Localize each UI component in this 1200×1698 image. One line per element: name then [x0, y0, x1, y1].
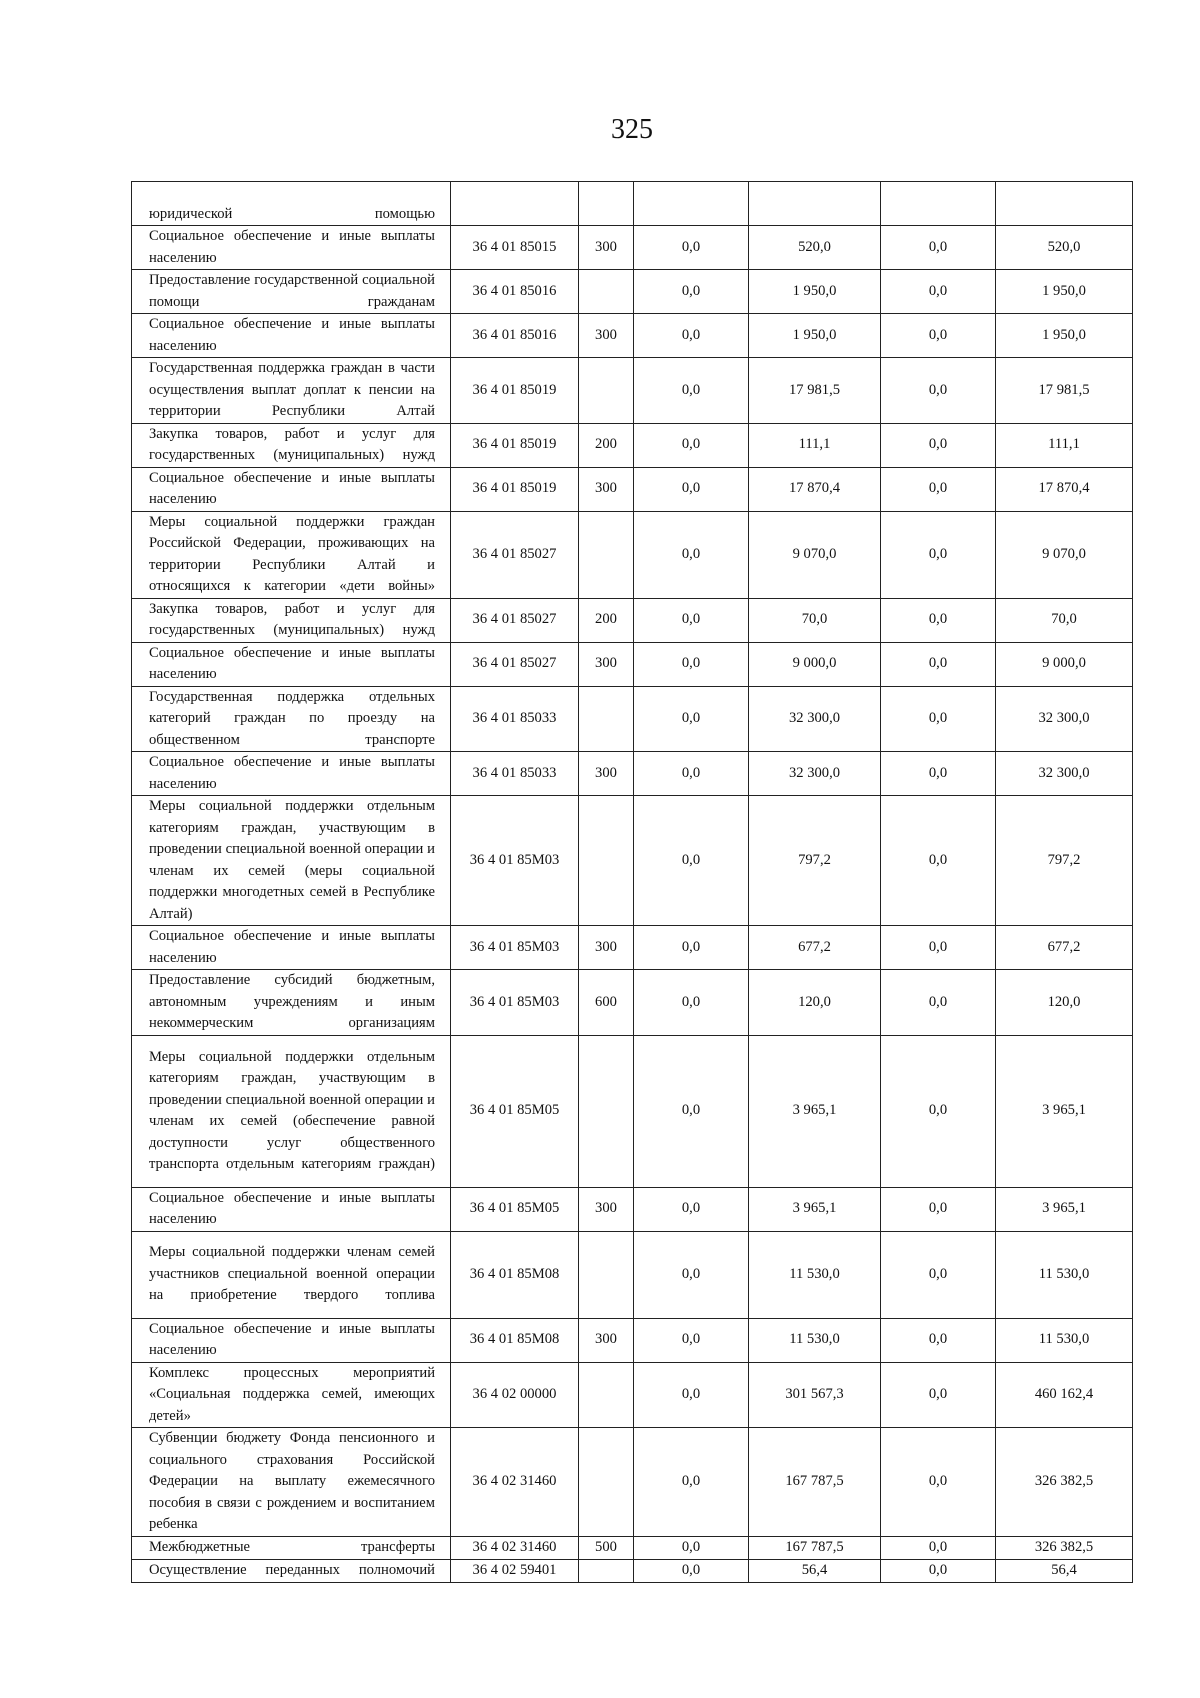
row-value-3-cell: 0,0 [881, 598, 996, 642]
row-name-cell: Социальное обеспечение и иные выплаты населению [132, 467, 451, 511]
row-code-cell: 36 4 01 85027 [451, 511, 579, 598]
row-expense-type-cell: 500 [579, 1537, 634, 1560]
table-row [132, 1559, 1133, 1582]
table-row [132, 511, 1133, 598]
row-value-3-cell: 0,0 [881, 752, 996, 796]
row-code-cell: 36 4 01 85027 [451, 598, 579, 642]
table-row [132, 926, 1133, 970]
row-value-3-cell: 0,0 [881, 226, 996, 270]
row-value-2-cell: 56,4 [749, 1559, 881, 1582]
row-value-1-cell: 0,0 [634, 1537, 749, 1560]
row-value-1-cell: 0,0 [634, 1187, 749, 1231]
row-value-3-cell: 0,0 [881, 270, 996, 314]
row-value-4-cell: 11 530,0 [996, 1231, 1133, 1318]
row-code-cell: 36 4 01 85019 [451, 423, 579, 467]
row-code-cell: 36 4 02 00000 [451, 1362, 579, 1428]
row-value-1-cell: 0,0 [634, 314, 749, 358]
table-row [132, 1318, 1133, 1362]
row-name-cell: Социальное обеспечение и иные выплаты населению [132, 926, 451, 970]
row-expense-type-cell [579, 1362, 634, 1428]
row-expense-type-cell: 300 [579, 1187, 634, 1231]
row-value-4-cell: 17 981,5 [996, 358, 1133, 424]
row-value-4-cell: 1 950,0 [996, 314, 1133, 358]
row-value-2-cell: 1 950,0 [749, 314, 881, 358]
row-value-1-cell: 0,0 [634, 970, 749, 1036]
row-value-4-cell: 520,0 [996, 226, 1133, 270]
row-code-cell: 36 4 01 85016 [451, 270, 579, 314]
row-name-cell: Социальное обеспечение и иные выплаты населению [132, 226, 451, 270]
row-value-3-cell: 0,0 [881, 642, 996, 686]
row-code-cell: 36 4 01 85М05 [451, 1187, 579, 1231]
table-row [132, 970, 1133, 1036]
table-row [132, 686, 1133, 752]
row-value-1-cell: 0,0 [634, 796, 749, 926]
row-value-1-cell: 0,0 [634, 1035, 749, 1187]
row-value-2-cell: 70,0 [749, 598, 881, 642]
page-number: 325 [611, 114, 653, 145]
row-value-3-cell: 0,0 [881, 467, 996, 511]
row-value-3-cell: 0,0 [881, 1231, 996, 1318]
row-value-1-cell: 0,0 [634, 686, 749, 752]
row-value-2-cell: 17 870,4 [749, 467, 881, 511]
table-row [132, 642, 1133, 686]
row-value-1-cell: 0,0 [634, 358, 749, 424]
row-value-3-cell: 0,0 [881, 358, 996, 424]
row-name-cell: Закупка товаров, работ и услуг для государственных (муниципальных) нужд [132, 598, 451, 642]
table-row [132, 270, 1133, 314]
row-value-1-cell: 0,0 [634, 1231, 749, 1318]
row-name-cell: юридической помощью [132, 182, 451, 226]
row-expense-type-cell: 300 [579, 467, 634, 511]
row-value-3-cell: 0,0 [881, 423, 996, 467]
row-expense-type-cell [579, 1428, 634, 1537]
row-expense-type-cell: 300 [579, 226, 634, 270]
row-value-3-cell: 0,0 [881, 926, 996, 970]
row-value-2-cell: 167 787,5 [749, 1537, 881, 1560]
row-name-cell: Предоставление государственной социальной помощи гражданам [132, 270, 451, 314]
row-name-cell: Комплекс процессных мероприятий «Социальная поддержка семей, имеющих детей» [132, 1362, 451, 1428]
row-value-2-cell: 677,2 [749, 926, 881, 970]
row-code-cell: 36 4 01 85М03 [451, 970, 579, 1036]
table-row [132, 467, 1133, 511]
row-name-cell: Социальное обеспечение и иные выплаты населению [132, 314, 451, 358]
row-value-4-cell: 3 965,1 [996, 1035, 1133, 1187]
row-code-cell: 36 4 02 31460 [451, 1428, 579, 1537]
row-value-4-cell: 9 070,0 [996, 511, 1133, 598]
row-expense-type-cell: 200 [579, 598, 634, 642]
row-value-2-cell: 9 000,0 [749, 642, 881, 686]
row-name-cell: Субвенции бюджету Фонда пенсионного и социального страхования Российской Федерации на выплату ежемесячного пособия в связи с рождением и воспитанием ребенка [132, 1428, 451, 1537]
row-value-3-cell: 0,0 [881, 314, 996, 358]
row-value-1-cell: 0,0 [634, 752, 749, 796]
table-row [132, 1537, 1133, 1560]
row-value-2-cell: 17 981,5 [749, 358, 881, 424]
row-name-cell: Государственная поддержка отдельных категорий граждан по проезду на общественном транспорте [132, 686, 451, 752]
row-expense-type-cell: 300 [579, 314, 634, 358]
row-value-4-cell: 326 382,5 [996, 1537, 1133, 1560]
row-value-4-cell: 120,0 [996, 970, 1133, 1036]
row-expense-type-cell [579, 796, 634, 926]
row-value-4-cell: 1 950,0 [996, 270, 1133, 314]
row-value-1-cell: 0,0 [634, 926, 749, 970]
row-code-cell: 36 4 01 85М08 [451, 1231, 579, 1318]
table-row [132, 752, 1133, 796]
table-row [132, 1362, 1133, 1428]
row-value-3-cell: 0,0 [881, 1187, 996, 1231]
table-row [132, 423, 1133, 467]
row-code-cell: 36 4 02 59401 [451, 1559, 579, 1582]
row-value-3-cell: 0,0 [881, 686, 996, 752]
row-value-2-cell: 11 530,0 [749, 1231, 881, 1318]
row-expense-type-cell: 200 [579, 423, 634, 467]
row-value-3-cell: 0,0 [881, 1318, 996, 1362]
row-value-2-cell: 111,1 [749, 423, 881, 467]
row-value-3-cell: 0,0 [881, 970, 996, 1036]
row-value-2-cell: 520,0 [749, 226, 881, 270]
row-name-cell: Социальное обеспечение и иные выплаты населению [132, 642, 451, 686]
row-value-1-cell: 0,0 [634, 423, 749, 467]
row-expense-type-cell [579, 686, 634, 752]
table-row [132, 1428, 1133, 1537]
row-expense-type-cell [579, 1035, 634, 1187]
row-code-cell: 36 4 01 85М03 [451, 926, 579, 970]
row-name-cell: Социальное обеспечение и иные выплаты населению [132, 752, 451, 796]
row-value-1-cell: 0,0 [634, 1428, 749, 1537]
row-value-2-cell: 32 300,0 [749, 686, 881, 752]
row-code-cell: 36 4 01 85019 [451, 467, 579, 511]
row-value-1-cell: 0,0 [634, 226, 749, 270]
row-value-1-cell [634, 182, 749, 226]
row-expense-type-cell: 600 [579, 970, 634, 1036]
row-expense-type-cell: 300 [579, 1318, 634, 1362]
row-expense-type-cell [579, 182, 634, 226]
row-name-cell: Закупка товаров, работ и услуг для государственных (муниципальных) нужд [132, 423, 451, 467]
row-value-3-cell: 0,0 [881, 796, 996, 926]
row-value-4-cell: 56,4 [996, 1559, 1133, 1582]
row-code-cell: 36 4 01 85033 [451, 752, 579, 796]
row-value-4-cell: 32 300,0 [996, 752, 1133, 796]
row-value-2-cell: 301 567,3 [749, 1362, 881, 1428]
row-code-cell: 36 4 01 85М03 [451, 796, 579, 926]
row-value-4-cell: 70,0 [996, 598, 1133, 642]
table-row [132, 182, 1133, 226]
row-value-2-cell: 167 787,5 [749, 1428, 881, 1537]
row-name-cell: Меры социальной поддержки граждан Российской Федерации, проживающих на территории Республики Алтай и относящихся к категории «дети войны» [132, 511, 451, 598]
row-name-cell: Социальное обеспечение и иные выплаты населению [132, 1187, 451, 1231]
table-row [132, 1231, 1133, 1318]
row-value-4-cell: 17 870,4 [996, 467, 1133, 511]
row-value-2-cell: 120,0 [749, 970, 881, 1036]
row-expense-type-cell [579, 270, 634, 314]
row-value-4-cell: 111,1 [996, 423, 1133, 467]
table-row [132, 226, 1133, 270]
row-value-2-cell: 32 300,0 [749, 752, 881, 796]
row-code-cell: 36 4 01 85М05 [451, 1035, 579, 1187]
row-value-1-cell: 0,0 [634, 1362, 749, 1428]
row-name-cell: Социальное обеспечение и иные выплаты населению [132, 1318, 451, 1362]
row-name-cell: Осуществление переданных полномочий [132, 1559, 451, 1582]
row-value-3-cell: 0,0 [881, 1035, 996, 1187]
row-value-1-cell: 0,0 [634, 1318, 749, 1362]
row-code-cell: 36 4 01 85033 [451, 686, 579, 752]
row-value-4-cell: 9 000,0 [996, 642, 1133, 686]
table-row [132, 1187, 1133, 1231]
row-value-4-cell: 32 300,0 [996, 686, 1133, 752]
row-expense-type-cell [579, 511, 634, 598]
row-code-cell [451, 182, 579, 226]
row-value-4-cell [996, 182, 1133, 226]
row-name-cell: Межбюджетные трансферты [132, 1537, 451, 1560]
row-code-cell: 36 4 01 85015 [451, 226, 579, 270]
row-expense-type-cell: 300 [579, 926, 634, 970]
table-row [132, 796, 1133, 926]
row-expense-type-cell: 300 [579, 752, 634, 796]
row-code-cell: 36 4 01 85М08 [451, 1318, 579, 1362]
row-name-cell: Меры социальной поддержки членам семей участников специальной военной операции на приобретение твердого топлива [132, 1231, 451, 1318]
row-value-2-cell: 9 070,0 [749, 511, 881, 598]
row-code-cell: 36 4 02 31460 [451, 1537, 579, 1560]
row-value-1-cell: 0,0 [634, 270, 749, 314]
row-value-2-cell: 3 965,1 [749, 1035, 881, 1187]
row-code-cell: 36 4 01 85027 [451, 642, 579, 686]
row-value-1-cell: 0,0 [634, 467, 749, 511]
row-value-3-cell: 0,0 [881, 1559, 996, 1582]
budget-table [131, 181, 1133, 1583]
row-value-3-cell: 0,0 [881, 1537, 996, 1560]
row-value-1-cell: 0,0 [634, 511, 749, 598]
row-expense-type-cell: 300 [579, 642, 634, 686]
row-value-2-cell: 11 530,0 [749, 1318, 881, 1362]
row-value-3-cell [881, 182, 996, 226]
row-value-4-cell: 677,2 [996, 926, 1133, 970]
row-value-4-cell: 797,2 [996, 796, 1133, 926]
row-value-3-cell: 0,0 [881, 1362, 996, 1428]
row-value-4-cell: 460 162,4 [996, 1362, 1133, 1428]
row-value-2-cell: 1 950,0 [749, 270, 881, 314]
row-value-1-cell: 0,0 [634, 598, 749, 642]
row-name-cell: Меры социальной поддержки отдельным категориям граждан, участвующим в проведении специальной военной операции и членам их семей (меры социальной поддержки многодетных семей в Республике Алтай) [132, 796, 451, 926]
row-name-cell: Меры социальной поддержки отдельным категориям граждан, участвующим в проведении специальной военной операции и членам их семей (обеспечение равной доступности услуг общественного транспорта отдельным категориям граждан) [132, 1035, 451, 1187]
row-value-4-cell: 11 530,0 [996, 1318, 1133, 1362]
row-expense-type-cell [579, 1231, 634, 1318]
table-row [132, 314, 1133, 358]
row-value-2-cell: 797,2 [749, 796, 881, 926]
row-value-3-cell: 0,0 [881, 1428, 996, 1537]
row-value-1-cell: 0,0 [634, 642, 749, 686]
row-value-1-cell: 0,0 [634, 1559, 749, 1582]
row-value-3-cell: 0,0 [881, 511, 996, 598]
row-value-2-cell [749, 182, 881, 226]
row-code-cell: 36 4 01 85019 [451, 358, 579, 424]
row-expense-type-cell [579, 1559, 634, 1582]
table-row [132, 358, 1133, 424]
row-expense-type-cell [579, 358, 634, 424]
row-value-4-cell: 3 965,1 [996, 1187, 1133, 1231]
row-name-cell: Государственная поддержка граждан в части осуществления выплат доплат к пенсии на территории Республики Алтай [132, 358, 451, 424]
table-row [132, 598, 1133, 642]
table-row [132, 1035, 1133, 1187]
budget-table-body [132, 182, 1133, 1583]
row-name-cell: Предоставление субсидий бюджетным, автономным учреждениям и иным некоммерческим организациям [132, 970, 451, 1036]
row-code-cell: 36 4 01 85016 [451, 314, 579, 358]
row-value-4-cell: 326 382,5 [996, 1428, 1133, 1537]
row-value-2-cell: 3 965,1 [749, 1187, 881, 1231]
